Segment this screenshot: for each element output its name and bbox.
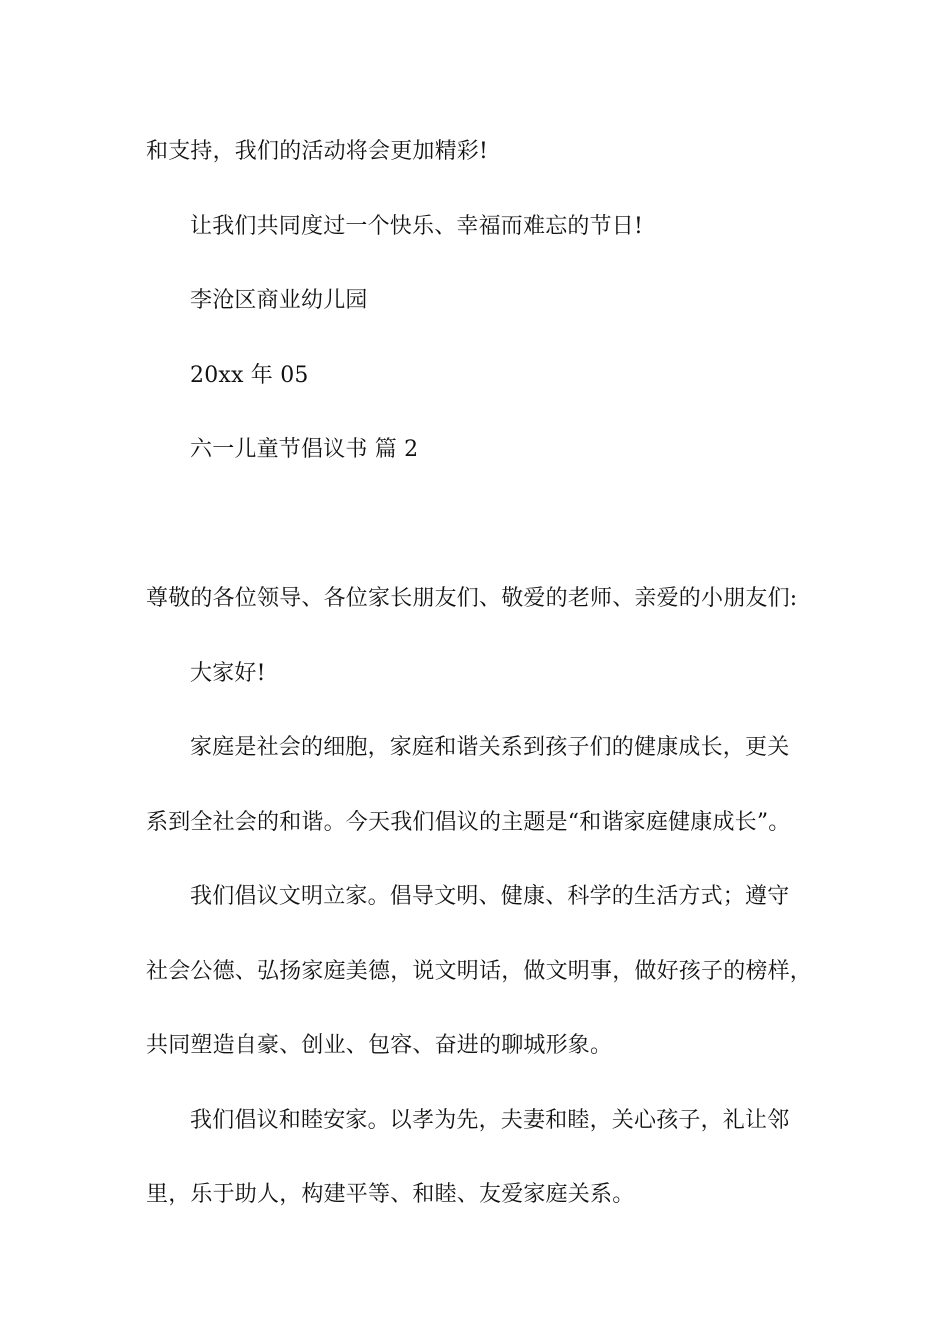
paragraph-line: 系到全社会的和谐。今天我们倡议的主题是“和谐家庭健康成长”。 xyxy=(146,810,791,835)
paragraph-line: 共同塑造自豪、创业、包容、奋进的聊城形象。 xyxy=(146,1033,613,1058)
salutation: 尊敬的各位领导、各位家长朋友们、敬爱的老师、亲爱的小朋友们: xyxy=(146,586,798,611)
paragraph-line: 让我们共同度过一个快乐、幸福而难忘的节日! xyxy=(190,214,644,239)
paragraph-line: 和支持，我们的活动将会更加精彩! xyxy=(146,139,489,164)
signature-date: 20xx 年 05 xyxy=(190,363,309,388)
paragraph-line: 里，乐于助人，构建平等、和睦、友爱家庭关系。 xyxy=(146,1182,635,1207)
greeting: 大家好! xyxy=(190,661,266,686)
section-heading: 六一儿童节倡议书 篇 2 xyxy=(190,437,419,462)
paragraph-line: 我们倡议文明立家。倡导文明、健康、科学的生活方式；遵守 xyxy=(190,884,790,909)
signature-organization: 李沧区商业幼儿园 xyxy=(190,288,368,313)
paragraph-line: 社会公德、弘扬家庭美德，说文明话，做文明事，做好孩子的榜样， xyxy=(146,959,813,984)
paragraph-line: 家庭是社会的细胞，家庭和谐关系到孩子们的健康成长，更关 xyxy=(190,735,790,760)
paragraph-line: 我们倡议和睦安家。以孝为先，夫妻和睦，关心孩子，礼让邻 xyxy=(190,1108,790,1133)
